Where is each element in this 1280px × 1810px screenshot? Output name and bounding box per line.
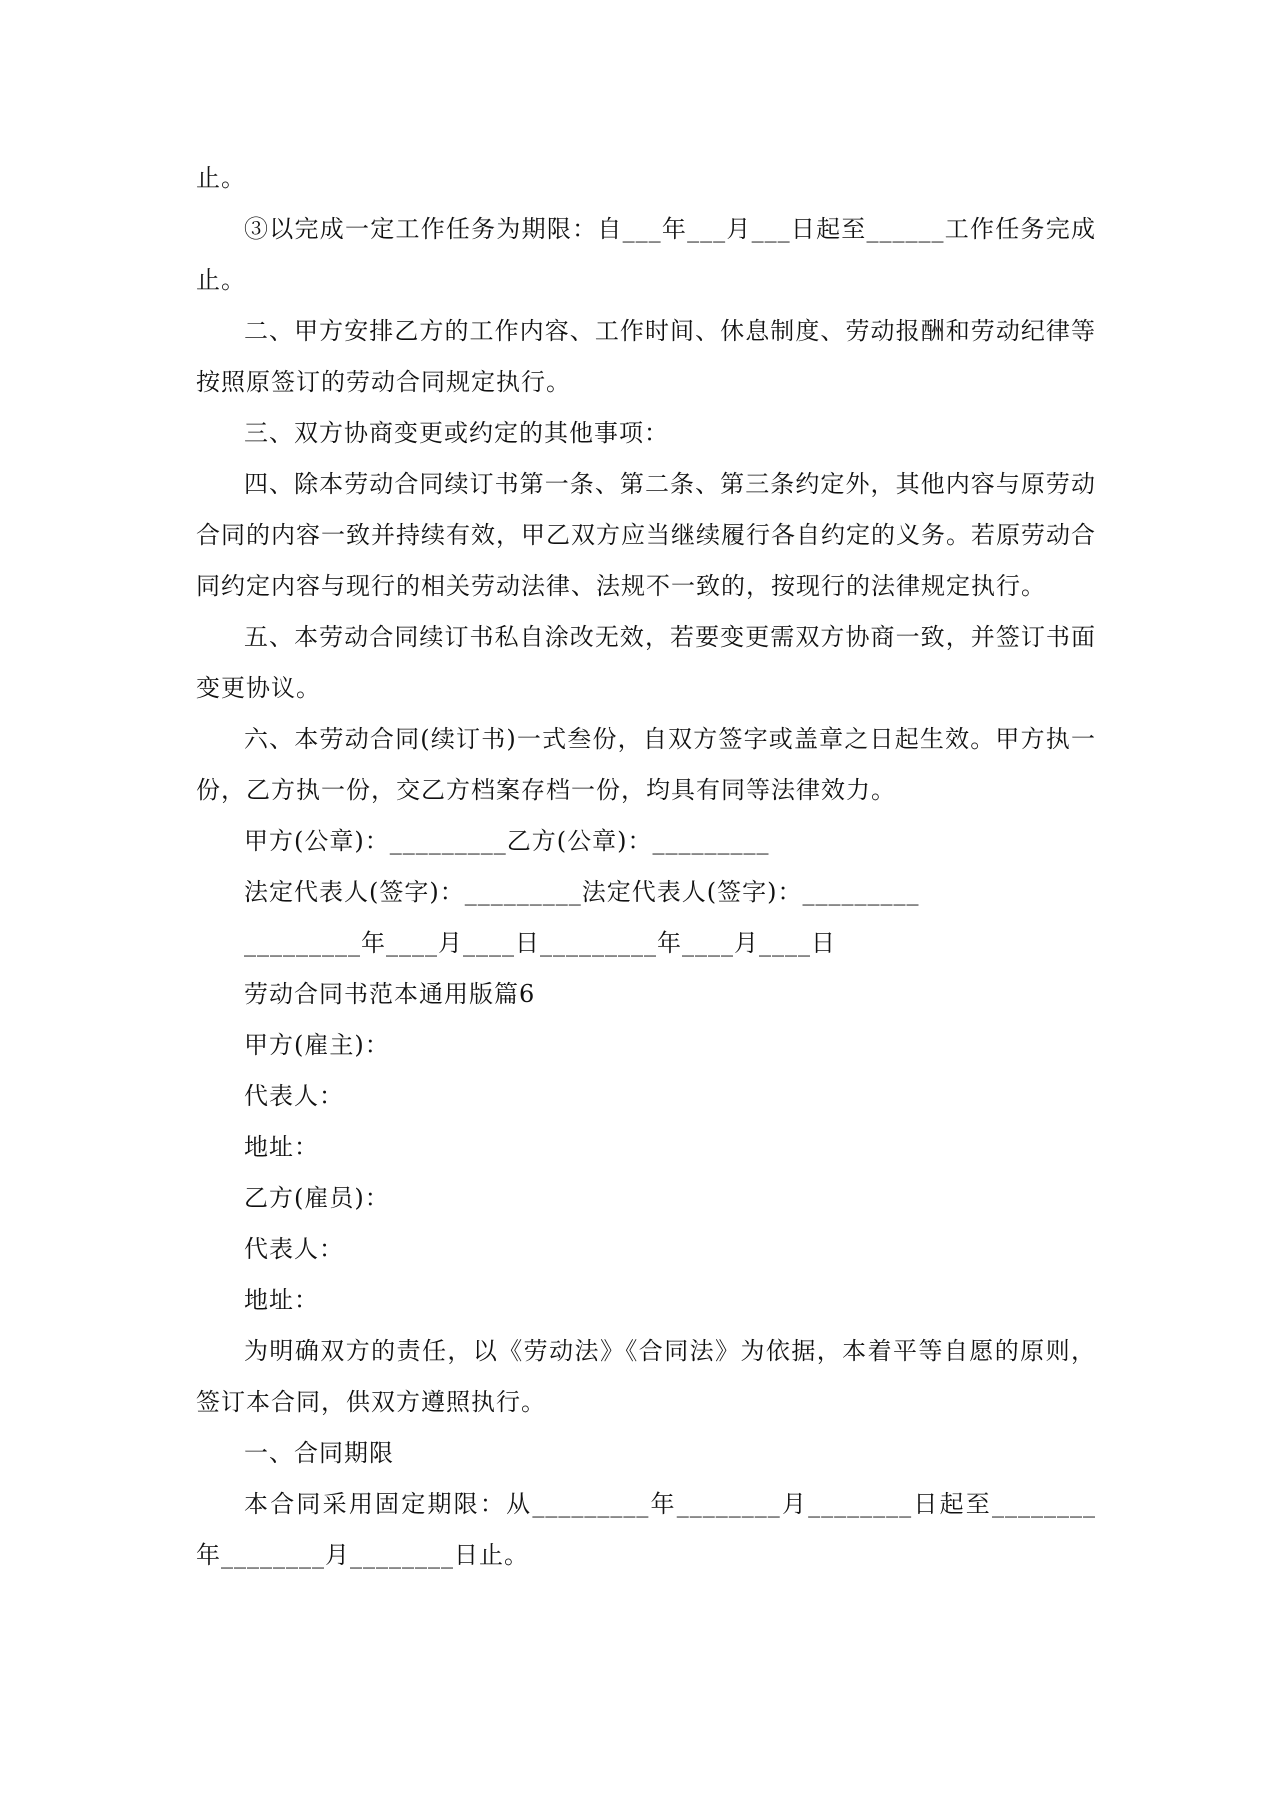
paragraph-fixed-term: 本合同采用固定期限：从_________年________月________日起至________年________月________日止。: [196, 1490, 1096, 1569]
section-heading: 劳动合同书范本通用版篇6: [244, 980, 536, 1008]
party-b-address: 地址：: [244, 1286, 319, 1314]
signature-seal-line: 甲方(公章)：_________乙方(公章)：_________: [244, 827, 770, 855]
paragraph-clause-2: 二、甲方安排乙方的工作内容、工作时间、休息制度、劳动报酬和劳动纪律等按照原签订的劳动合同规定执行。: [196, 317, 1096, 396]
paragraph-continuation: 止。: [196, 164, 246, 192]
signature-date-line: _________年____月____日_________年____月____日: [244, 929, 836, 957]
party-b-label: 乙方(雇员)：: [244, 1184, 390, 1212]
paragraph-clause-3: 三、双方协商变更或约定的其他事项：: [244, 419, 669, 447]
party-a-label: 甲方(雇主)：: [244, 1031, 390, 1059]
heading-contract-term: 一、合同期限: [244, 1439, 394, 1467]
paragraph-term-task: ③以完成一定工作任务为期限：自___年___月___日起至______工作任务完成止。: [196, 215, 1096, 294]
party-a-address: 地址：: [244, 1133, 319, 1161]
document-body: [196, 153, 1096, 1581]
paragraph-preamble: 为明确双方的责任，以《劳动法》《合同法》为依据，本着平等自愿的原则，签订本合同，供双方遵照执行。: [196, 1337, 1096, 1416]
paragraph-clause-5: 五、本劳动合同续订书私自涂改无效，若要变更需双方协商一致，并签订书面变更协议。: [196, 623, 1096, 702]
party-a-representative: 代表人：: [244, 1082, 344, 1110]
paragraph-clause-4: 四、除本劳动合同续订书第一条、第二条、第三条约定外，其他内容与原劳动合同的内容一致并持续有效，甲乙双方应当继续履行各自约定的义务。若原劳动合同约定内容与现行的相关劳动法律、法规不一致的，按现行的法律规定执行。: [196, 470, 1096, 600]
party-b-representative: 代表人：: [244, 1235, 344, 1263]
paragraph-clause-6: 六、本劳动合同(续订书)一式叁份，自双方签字或盖章之日起生效。甲方执一份，乙方执一份，交乙方档案存档一份，均具有同等法律效力。: [196, 725, 1096, 804]
signature-representative-line: 法定代表人(签字)：_________法定代表人(签字)：_________: [244, 878, 920, 906]
